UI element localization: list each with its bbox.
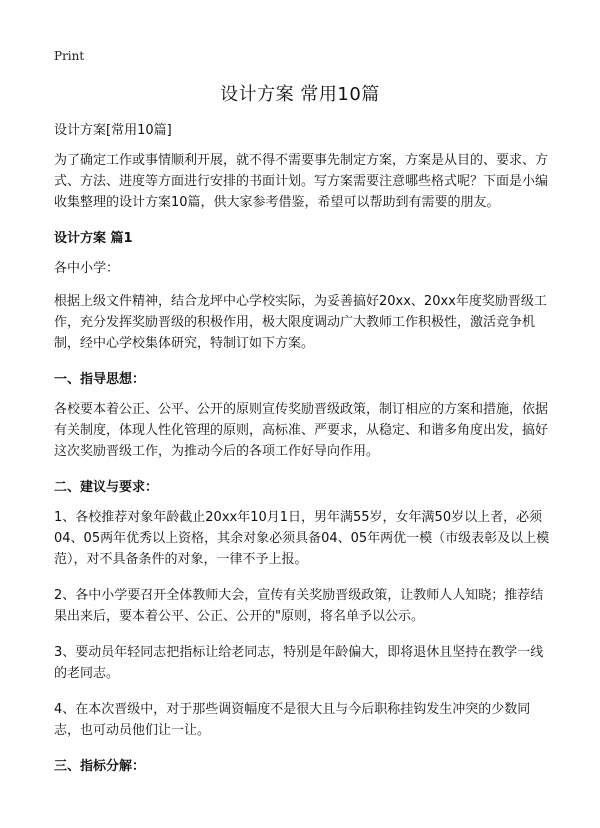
requirement-item-3: 3、要动员年轻同志把指标让给老同志，特别是年龄偏大，即将退休且坚持在教学一线的老同志。 [54, 645, 544, 681]
guiding-body: 各校要本着公正、公平、公开的原则宣传奖励晋级政策，制订相应的方案和措施，依据有关制度，体现人性化管理的原则，高标准、严要求，从稳定、和谐多角度出发，搞好这次奖励晋级工作，为推动今后的各项工作好导向作用。 [54, 402, 549, 459]
requirement-item-2: 2、各中小学要召开全体教师大会，宣传有关奖励晋级政策，让教师人人知晓；推荐结果出来后，要本着公平、公正、公开的"原则，将名单予以公示。 [54, 588, 544, 624]
guiding-heading: 一、指导思想： [54, 372, 146, 387]
section-heading-1: 设计方案 篇1 [54, 231, 133, 246]
requirements-heading: 二、建议与要求： [54, 480, 159, 495]
greeting-line: 各中小学： [54, 261, 120, 276]
requirement-item-1: 1、各校推荐对象年龄截止20xx年10月1日，男年满55岁，女年满50岁以上者，必须04、05两年优秀以上资格，其余对象必须具备04、05年两优一模（市级表彰及以上模范），对不具备条件的对象，一律不予上报。 [54, 510, 550, 567]
print-label: Print [54, 49, 85, 63]
page-title: 设计方案 常用10篇 [220, 84, 380, 105]
requirement-item-4: 4、在本次晋级中，对于那些调资幅度不是很大且与今后职称挂钩发生冲突的少数同志，也可动员他们让一让。 [54, 702, 531, 738]
document-subtitle: 设计方案[常用10篇] [54, 123, 172, 138]
intro-paragraph: 为了确定工作或事情顺利开展，就不得不需要事先制定方案，方案是从目的、要求、方式、方法、进度等方面进行安排的书面计划。写方案需要注意哪些格式呢？下面是小编收集整理的设计方案10篇，供大家参考借鉴，希望可以帮助到有需要的朋友。 [54, 153, 549, 210]
document-body [54, 120, 550, 786]
section1-body: 根据上级文件精神，结合龙坪中心学校实际，为妥善搞好20xx、20xx年度奖励晋级工作，充分发挥奖励晋级的积极作用，极大限度调动广大教师工作积极性，激活竞争机制，经中心学校集体研究，特制订如下方案。 [54, 294, 547, 351]
allocation-heading: 三、指标分解： [54, 759, 146, 774]
